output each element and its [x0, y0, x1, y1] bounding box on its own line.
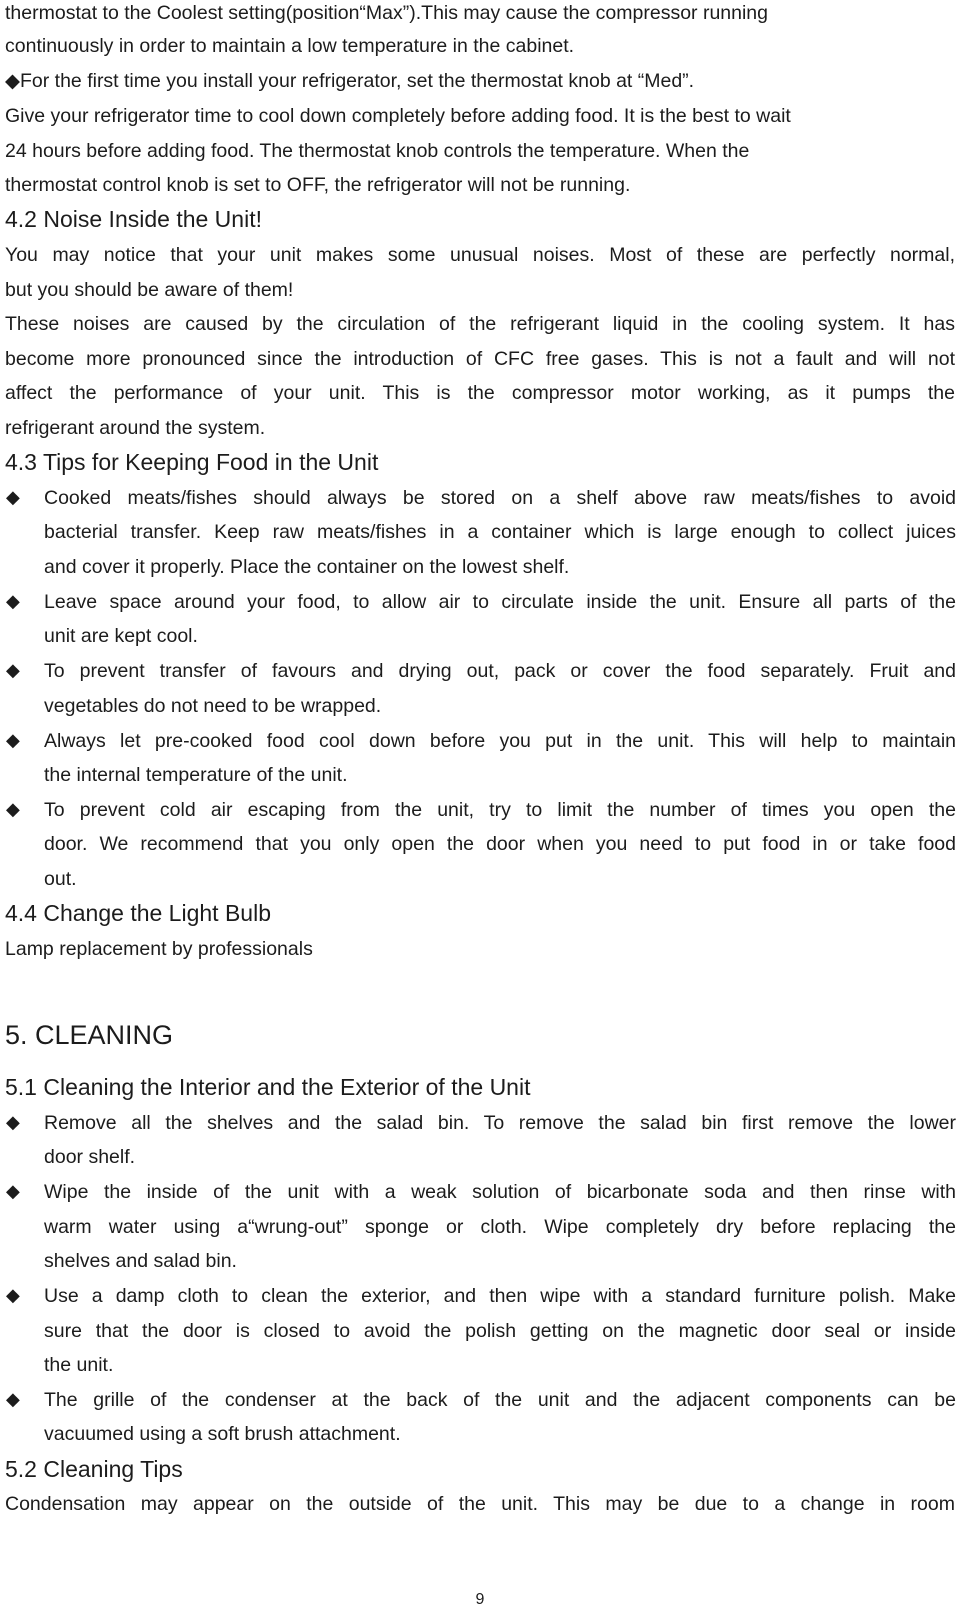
- chapter-heading-5: 5. CLEANING: [5, 1020, 174, 1050]
- list-item-text: and cover it properly. Place the container on the lowest shelf.: [44, 556, 570, 578]
- list-item-text: Use a damp cloth to clean the exterior, and then wipe with a standard furniture polish. Make: [44, 1285, 956, 1307]
- list-item-text: out.: [44, 868, 77, 890]
- list-item-text: The grille of the condenser at the back of the unit and the adjacent components can be: [44, 1389, 956, 1411]
- section-heading-4-4: 4.4 Change the Light Bulb: [5, 900, 271, 926]
- diamond-bullet-icon: ◆: [6, 487, 20, 508]
- section-heading-4-2: 4.2 Noise Inside the Unit!: [5, 206, 262, 232]
- list-item-text: Cooked meats/fishes should always be stored on a shelf above raw meats/fishes to avoid: [44, 487, 956, 509]
- diamond-bullet-icon: ◆: [6, 1112, 20, 1133]
- diamond-bullet-icon: ◆: [6, 591, 20, 612]
- body-text-line: Give your refrigerator time to cool down completely before adding food. It is the best to wait: [5, 105, 791, 127]
- list-item-text: door. We recommend that you only open the door when you need to put food in or take food: [44, 833, 956, 855]
- list-item-text: bacterial transfer. Keep raw meats/fishes in a container which is large enough to collect juices: [44, 521, 956, 543]
- list-item-text: unit are kept cool.: [44, 625, 198, 647]
- list-item-text: warm water using a“wrung-out” sponge or cloth. Wipe completely dry before replacing the: [44, 1216, 956, 1238]
- body-text-line: Lamp replacement by professionals: [5, 938, 313, 960]
- diamond-bullet-icon: ◆: [6, 799, 20, 820]
- body-text-line: continuously in order to maintain a low temperature in the cabinet.: [5, 35, 575, 57]
- section-heading-4-3: 4.3 Tips for Keeping Food in the Unit: [5, 449, 379, 475]
- diamond-bullet-icon: ◆: [6, 730, 20, 751]
- body-text-line: refrigerant around the system.: [5, 417, 266, 439]
- diamond-bullet-icon: ◆: [6, 1389, 20, 1410]
- body-text-line: These noises are caused by the circulation of the refrigerant liquid in the cooling system. It has: [5, 313, 955, 335]
- section-heading-5-1: 5.1 Cleaning the Interior and the Exterior of the Unit: [5, 1074, 531, 1100]
- list-item-text: the internal temperature of the unit.: [44, 764, 348, 786]
- list-item-text: Remove all the shelves and the salad bin. To remove the salad bin first remove the lower: [44, 1112, 956, 1134]
- body-text-line: 24 hours before adding food. The thermostat knob controls the temperature. When the: [5, 140, 750, 162]
- list-item-text: vacuumed using a soft brush attachment.: [44, 1423, 401, 1445]
- list-item-text: sure that the door is closed to avoid the polish getting on the magnetic door seal or inside: [44, 1320, 956, 1342]
- page-number: 9: [475, 1591, 485, 1608]
- body-text-line: ◆For the first time you install your refrigerator, set the thermostat knob at “Med”.: [5, 70, 695, 92]
- diamond-bullet-icon: ◆: [6, 1285, 20, 1306]
- diamond-bullet-icon: ◆: [6, 660, 20, 681]
- diamond-bullet-icon: ◆: [6, 1181, 20, 1202]
- list-item-text: To prevent cold air escaping from the unit, try to limit the number of times you open the: [44, 799, 956, 821]
- body-text-line: thermostat to the Coolest setting(position“Max”).This may cause the compressor running: [5, 2, 768, 24]
- body-text-line: affect the performance of your unit. This is the compressor motor working, as it pumps the: [5, 382, 955, 404]
- list-item-text: vegetables do not need to be wrapped.: [44, 695, 382, 717]
- list-item-text: Always let pre-cooked food cool down before you put in the unit. This will help to maintain: [44, 730, 956, 752]
- list-item-text: Leave space around your food, to allow air to circulate inside the unit. Ensure all parts of the: [44, 591, 956, 613]
- body-text-line: but you should be aware of them!: [5, 279, 294, 301]
- body-text-line: Condensation may appear on the outside of the unit. This may be due to a change in room: [5, 1493, 955, 1515]
- list-item-text: To prevent transfer of favours and drying out, pack or cover the food separately. Fruit and: [44, 660, 956, 682]
- list-item-text: the unit.: [44, 1354, 114, 1376]
- body-text-line: You may notice that your unit makes some unusual noises. Most of these are perfectly normal,: [5, 244, 955, 266]
- list-item-text: shelves and salad bin.: [44, 1250, 237, 1272]
- list-item-text: door shelf.: [44, 1146, 136, 1168]
- body-text-line: thermostat control knob is set to OFF, the refrigerator will not be running.: [5, 174, 631, 196]
- section-heading-5-2: 5.2 Cleaning Tips: [5, 1456, 183, 1482]
- body-text-line: become more pronounced since the introduction of CFC free gases. This is not a fault and will not: [5, 348, 955, 370]
- list-item-text: Wipe the inside of the unit with a weak solution of bicarbonate soda and then rinse with: [44, 1181, 956, 1203]
